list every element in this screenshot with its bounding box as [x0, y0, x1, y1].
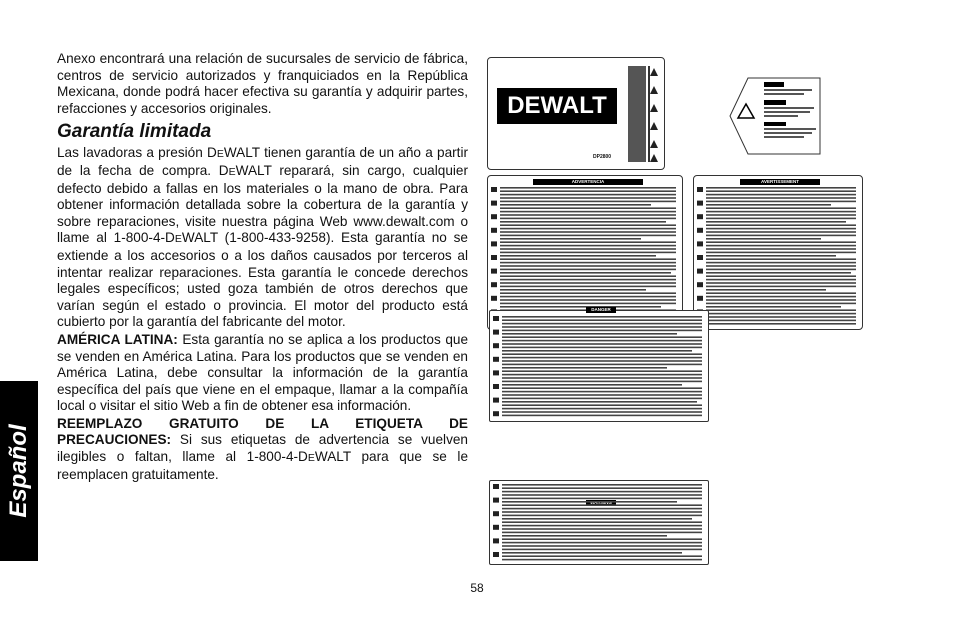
dewalt-logo: DEWALT [497, 88, 617, 124]
latin-america-paragraph [57, 332, 468, 415]
language-tab [0, 381, 38, 561]
small-cap-e: E [228, 165, 236, 178]
label-replacement-heading: REEMPLAZO GRATUITO DE LA ETIQUETA DE PRECAUCIONES: [57, 415, 468, 448]
text-column [57, 51, 468, 484]
language-tab-label: Español [5, 424, 32, 518]
small-cap-e: E [174, 233, 182, 246]
warranty-paragraph [57, 145, 468, 331]
danger-label-text [492, 316, 706, 420]
label-replacement-body-1: Si sus etiquetas de advertencia se vuelven ilegibles o faltan, llame al 1-800-4-D [57, 432, 468, 465]
warranty-title: Garantía limitada [57, 121, 212, 143]
warranty-text-1: Las lavadoras a presión D [57, 145, 217, 161]
hot-surface-label [728, 76, 824, 156]
spanish-warning-text [490, 187, 680, 327]
label-replacement-paragraph [57, 416, 468, 483]
latin-america-body: Esta garantía no se aplica a los productos que se venden en América Latina. Para los productos que se venden en América Latina, debe consultar la información de la garantía específica del país que viene en el empaque, llamar a la compañía local o visitar el sitio Web a fin de obtener esa información. [57, 331, 469, 414]
warranty-text-3: WALT reparará, sin cargo, cualquier defecto debido a fallas en los materiales o la mano de obra. Para obtener información detallada sobre la cobertura de la garantía y sobre reparaciones, visite nuestra página Web www.dewalt.com o llame al 1-800-4-D [57, 162, 468, 246]
spanish-warning-title: ADVERTENCIA [533, 179, 643, 185]
french-warning-text [696, 187, 860, 327]
latin-america-heading: AMÉRICA LATINA: [57, 331, 178, 347]
small-cap-e: E [307, 452, 315, 465]
page-number: 58 [470, 581, 484, 595]
main-label-text-block [628, 62, 662, 166]
model-number: DP2800 [593, 154, 612, 160]
intro-paragraph: Anexo encontrará una relación de sucursales de servicio de fábrica, centros de servicio autorizados y franquiciados en la República Mexicana, donde podrá hacer efectiva su garantía y adquirir partes, refacciones y accesorios originales. [57, 51, 468, 116]
danger-title: DANGER [586, 307, 616, 313]
small-cap-e: E [216, 148, 224, 161]
warranty-text-4: WALT (1-800-433-9258). Esta garantía no se extiende a los accesorios o a los daños causados por terceros al intentar realizar reparaciones. Esta garantía le concede derechos legales específicos; usted goza también de otros derechos que varían según el estado o provincia. El motor del producto está cubierto por la garantía del fabricante del motor. [57, 230, 468, 330]
french-warning-title: AVERTISSEMENT [740, 179, 820, 185]
label-replacement-body-2: WALT para que se le reemplacen gratuitamente. [57, 449, 469, 482]
bottom-warning-text [492, 484, 706, 562]
warranty-text-2: WALT tienen garantía de un año a partir de la fecha de compra. D [57, 145, 469, 178]
